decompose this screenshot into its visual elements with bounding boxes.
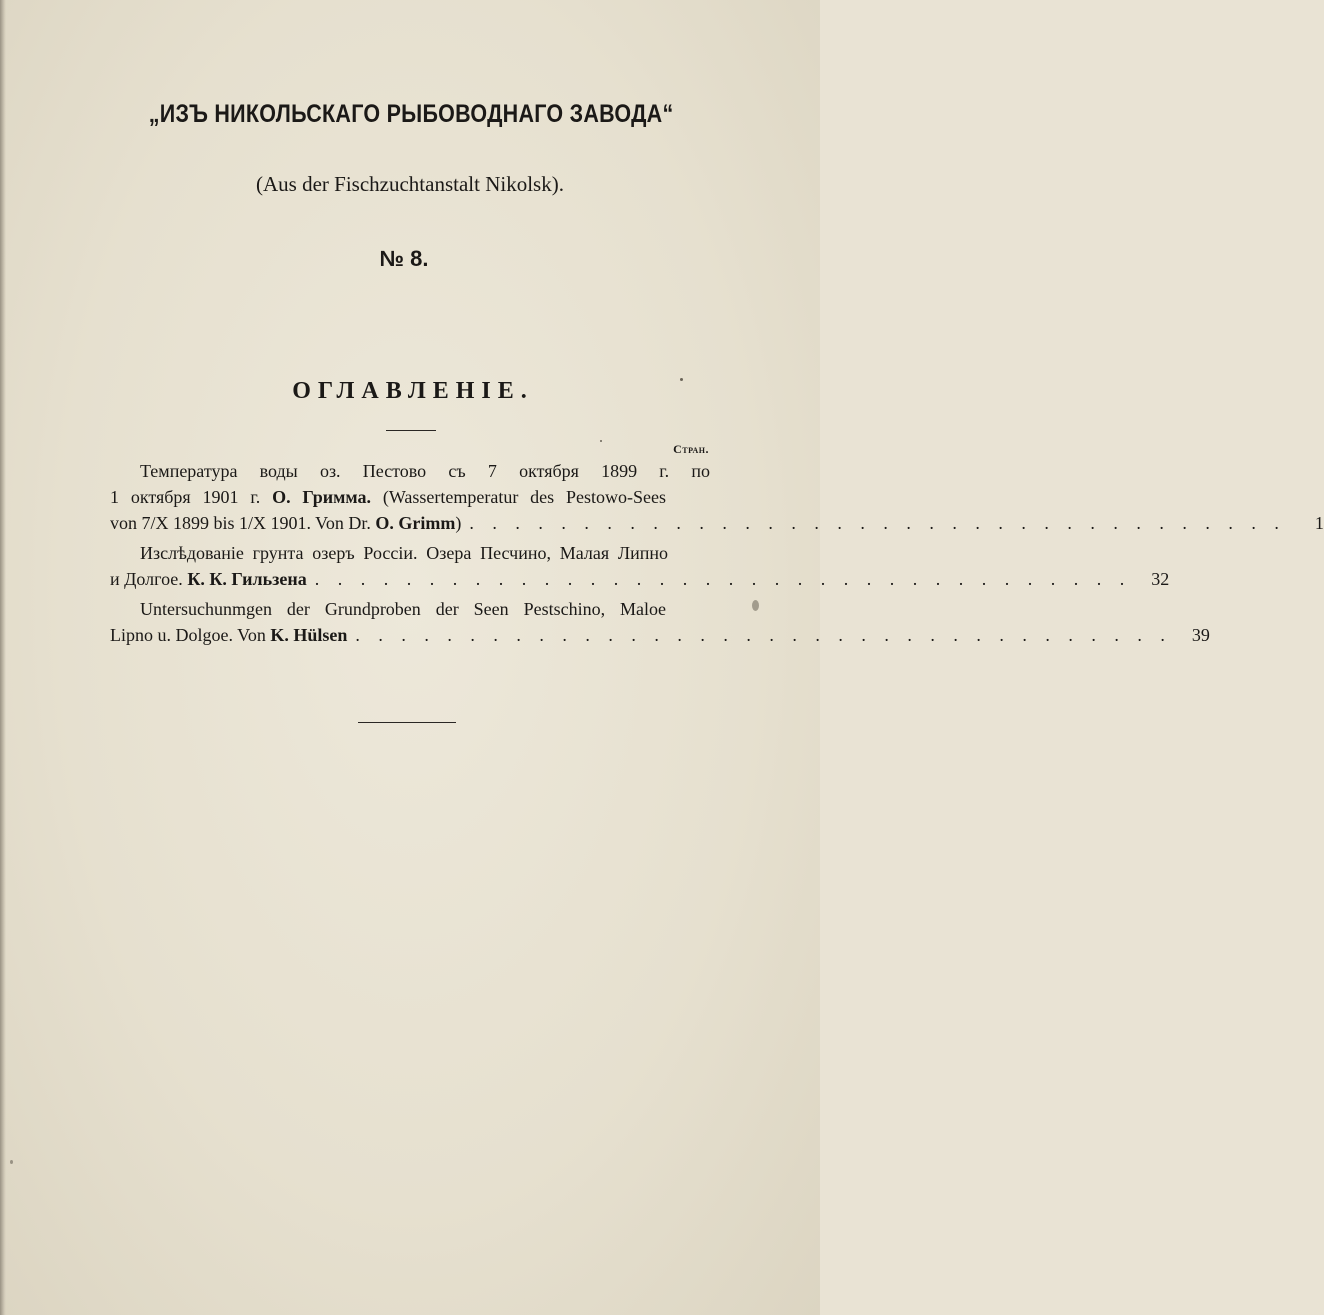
toc-entry-author: О. Гримма. [272, 487, 371, 507]
toc-entry-line [110, 510, 1324, 536]
ink-speck [752, 600, 759, 611]
issue-number: № 8. [379, 246, 429, 271]
toc-entry-text: (Wassertemperatur des Pestowo-Sees [371, 487, 666, 507]
toc-entry [110, 596, 1210, 648]
toc-page-number: 1 [1314, 513, 1324, 533]
toc-entry-line [110, 622, 1210, 648]
toc-entry-line: Untersuchunmgen der Grundproben der Seen Pestschino, Maloe [140, 599, 666, 619]
toc-entry-line: Температура воды оз. Пестово съ 7 октября 1899 г. по [140, 461, 710, 481]
dot-leader: . . . . . . . . . . . . . . . . . . . . . . . . . . . . . . . . . . . . [355, 625, 1172, 645]
toc-entry [110, 540, 1170, 592]
toc-entry [110, 458, 1324, 536]
toc-entry-line [110, 566, 1170, 592]
toc-entry-text: и Долгое. [110, 569, 188, 589]
table-of-contents [110, 458, 1324, 648]
toc-entry-text: von 7/X 1899 bis 1/X 1901. Von Dr. [110, 513, 376, 533]
toc-entry-line [110, 484, 666, 510]
contents-heading: ОГЛАВЛЕНІЕ. [292, 378, 534, 404]
closing-rule [358, 722, 456, 723]
toc-entry-text: Lipno u. Dolgoe. Von [110, 625, 271, 645]
journal-subtitle: (Aus der Fischzuchtanstalt Nikolsk). [256, 172, 564, 196]
toc-entry-author: К. К. Гильзена [187, 569, 307, 589]
dot-leader: . . . . . . . . . . . . . . . . . . . . . . . . . . . . . . . . . . . . [469, 513, 1286, 533]
toc-entry-author: O. Grimm [375, 513, 456, 533]
ink-speck [10, 1160, 13, 1164]
toc-entry-author: K. Hülsen [270, 625, 348, 645]
toc-page-number: 32 [1151, 569, 1170, 589]
heading-rule [386, 430, 436, 431]
toc-page-number: 39 [1191, 625, 1210, 645]
page-column-label: Стран. [673, 442, 709, 456]
journal-title: „ИЗЪ НИКОЛЬСКАГО РЫБОВОДНАГО ЗАВОДА“ [148, 100, 674, 128]
page-edge-shadow [0, 0, 6, 1315]
toc-entry-line: Изслѣдованіе грунта озеръ Россіи. Озера Песчино, Малая Липно [140, 543, 668, 563]
ink-speck [600, 440, 602, 442]
toc-entry-text: ) [455, 513, 462, 533]
dot-leader: . . . . . . . . . . . . . . . . . . . . . . . . . . . . . . . . . . . . [314, 569, 1132, 589]
toc-entry-text: 1 октября 1901 г. [110, 487, 273, 507]
